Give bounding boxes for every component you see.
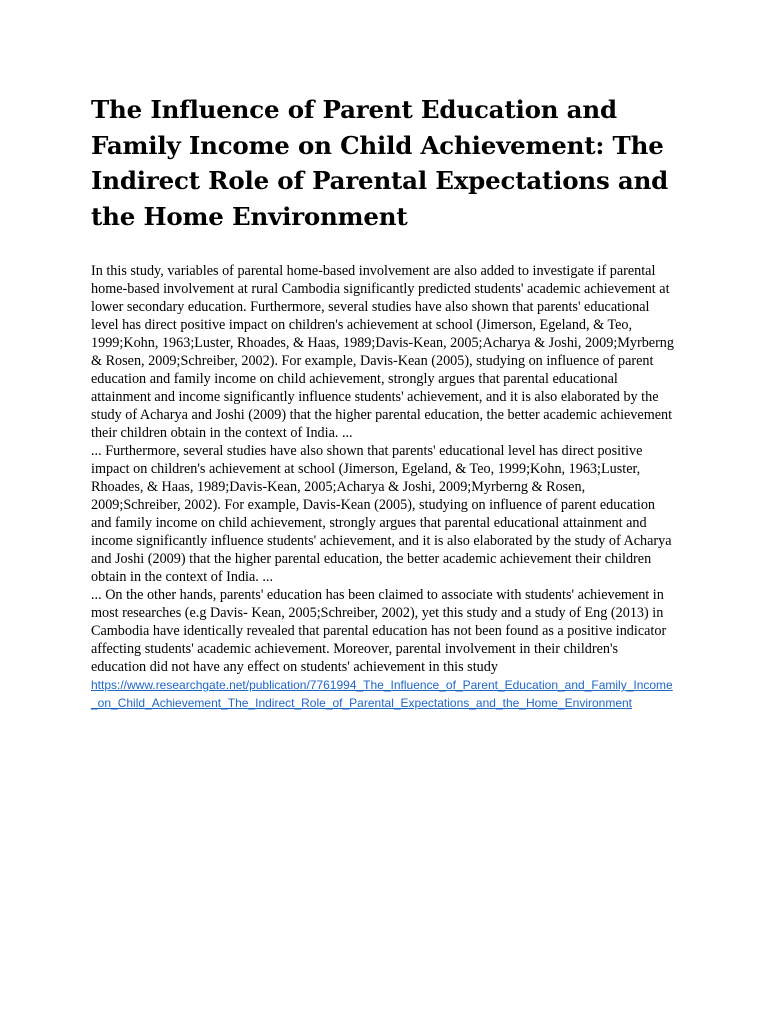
paragraph-intro: In this study, variables of parental home-based involvement are also added to investigate if parental home-based involvement at rural Cambodia significantly predicted students' academic achievement at lower secondary education. Furthermore, several studies have also shown that parents' educational level has direct positive impact on children's achievement at school (Jimerson, Egeland, & Teo, 1999;Kohn, 1963;Luster, Rhoades, & Haas, 1989;Davis-Kean, 2005;Acharya & Joshi, 2009;Myrberng & Rosen, 2009;Schreiber, 2002). For example, Davis-Kean (2005), studying on influence of parent education and family income on child achievement, strongly argues that parental educational attainment and income significantly influence students' achievement, and it is also elaborated by the study of Acharya and Joshi (2009) that the higher parental education, the better academic achievement their children obtain in the context of India. ... — [91, 263, 674, 441]
document-title: The Influence of Parent Education and Family Income on Child Achievement: The Indirect Role of Parental Expectations and the Home Environment — [91, 95, 669, 231]
source-link[interactable]: https://www.researchgate.net/publication/7761994_The_Influence_of_Parent_Education_and_Family_Income_on_Child_Achievement_The_Indirect_Role_of_Parental_Expectations_and_the_Home_Environment — [91, 678, 673, 710]
document-page — [91, 92, 675, 712]
paragraph-excerpt-2: ... On the other hands, parents' education has been claimed to associate with students' achievement in most researches (e.g Davis- Kean, 2005;Schreiber, 2002), yet this study and a study of Eng (2013) in Cambodia have identically revealed that parental education has not been found as a positive indicator affecting students' academic achievement. Moreover, parental involvement in their children's education did not have any effect on students' achievement in this study — [91, 587, 667, 675]
paragraph-excerpt-1: ... Furthermore, several studies have also shown that parents' educational level has direct positive impact on children's achievement at school (Jimerson, Egeland, & Teo, 1999;Kohn, 1963;Luster, Rhoades, & Haas, 1989;Davis-Kean, 2005;Acharya & Joshi, 2009;Myrberng & Rosen, 2009;Schreiber, 2002). For example, Davis-Kean (2005), studying on influence of parent education and family income on child achievement, strongly argues that parental educational attainment and income significantly influence students' achievement, and it is also elaborated by the study of Acharya and Joshi (2009) that the higher parental education, the better academic achievement their children obtain in the context of India. ... — [91, 443, 672, 585]
